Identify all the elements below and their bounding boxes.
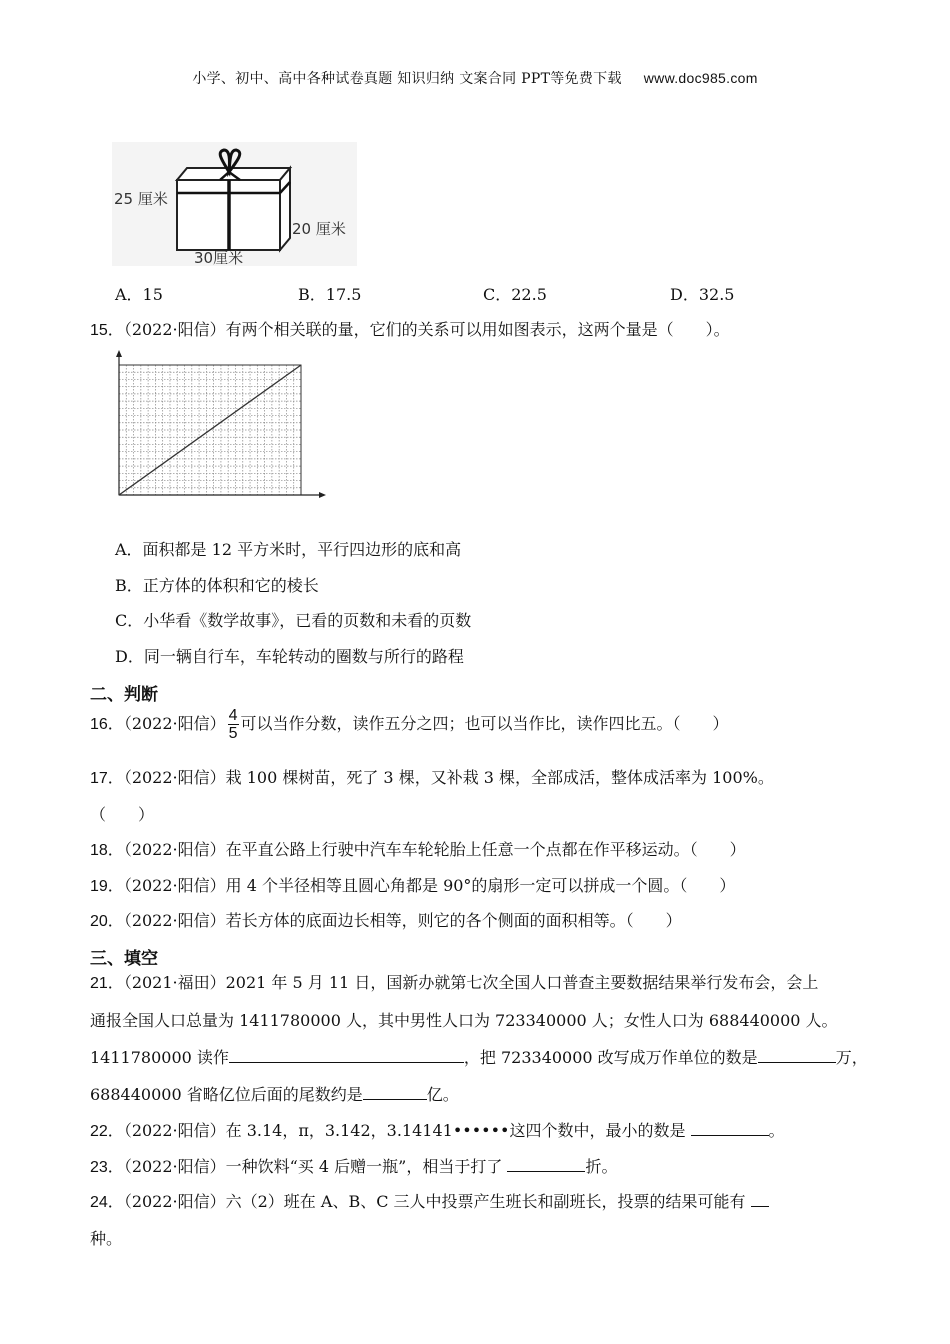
q18-text: 在平直公路上行驶中汽车车轮轮胎上任意一个点都在作平移运动。（ ） [225, 840, 746, 859]
section-judge-heading: 二、判断 [90, 685, 158, 705]
q17-source: （2022·阳信） [123, 768, 226, 787]
question-17 [90, 765, 774, 788]
box-side-face [280, 168, 290, 250]
section-fill-heading: 三、填空 [90, 949, 158, 969]
q14-option-b[interactable]: B．17.5 [298, 285, 362, 304]
q21-line4a: 688440000 省略亿位后面的尾数约是 [90, 1085, 363, 1104]
q22-source: （2022·阳信） [123, 1121, 226, 1140]
q19-text: 用 4 个半径相等且圆心角都是 90°的扇形一定可以拼成一个圆。（ ） [225, 876, 736, 895]
q15-option-b[interactable]: B．正方体的体积和它的棱长 [115, 576, 319, 595]
label-height: 25 厘米 [114, 190, 168, 208]
q24-blank[interactable] [751, 1192, 769, 1207]
q23-blank[interactable] [507, 1157, 585, 1172]
q21-blank-wan[interactable] [758, 1048, 836, 1063]
q15-source: （2022·阳信） [123, 320, 226, 339]
q15-text: 有两个相关联的量，它们的关系可以用如图表示，这两个量是（ ）。 [225, 320, 730, 339]
q21-source: （2021·福田） [123, 973, 226, 992]
proportion-graph [112, 348, 330, 500]
q21-number: 21． [90, 975, 124, 992]
label-width: 30厘米 [194, 249, 244, 266]
q21-line3a: 1411780000 读作 [90, 1048, 229, 1067]
q24-line2: 种。 [90, 1229, 123, 1248]
q18-source: （2022·阳信） [123, 840, 226, 859]
question-21-line-3 [90, 1045, 868, 1068]
y-axis-arrow [116, 350, 122, 357]
q24-text: 六（2）班在 A、B、C 三人中投票产生班长和副班长，投票的结果可能有 [225, 1192, 751, 1211]
q22-blank[interactable] [691, 1121, 769, 1136]
q14-option-d[interactable]: D．32.5 [670, 285, 735, 304]
question-21-line-4 [90, 1082, 459, 1105]
q21-line3c: 万， [835, 1048, 868, 1067]
q21-blank-reading[interactable] [229, 1048, 464, 1063]
q23-number: 23． [90, 1159, 124, 1176]
q21-line4b: 亿。 [426, 1085, 459, 1104]
x-axis-arrow [319, 492, 326, 498]
question-16 [90, 704, 729, 745]
q17-number: 17． [90, 770, 124, 787]
question-18 [90, 837, 746, 860]
question-24 [90, 1189, 769, 1212]
q23-end: 折。 [585, 1157, 618, 1176]
q14-option-a[interactable]: A．15 [115, 285, 163, 304]
label-depth: 20 厘米 [292, 220, 346, 238]
q20-number: 20． [90, 913, 124, 930]
q21-blank-yi[interactable] [363, 1085, 427, 1100]
q18-number: 18． [90, 842, 124, 859]
q16-fraction-denominator: 5 [228, 725, 238, 742]
q17-text: 栽 100 棵树苗，死了 3 棵，又补栽 3 棵，全部成活，整体成活率为 100%。 [225, 768, 774, 787]
page-header [0, 68, 950, 88]
q22-text: 在 3.14，π，3.142，3.14141••••••这四个数中，最小的数是 [225, 1121, 691, 1140]
q21-line1: 2021 年 5 月 11 日，国新办就第七次全国人口普查主要数据结果举行发布会，会上 [225, 973, 819, 992]
q21-line2: 通报全国人口总量为 1411780000 人，其中男性人口为 723340000 人；女性人口为 688440000 人。 [90, 1011, 838, 1030]
q16-source: （2022·阳信） [123, 714, 226, 733]
q17-answer-paren[interactable]: （ ） [90, 805, 155, 824]
q19-source: （2022·阳信） [123, 876, 226, 895]
q19-number: 19． [90, 878, 124, 895]
q14-option-c[interactable]: C．22.5 [483, 285, 547, 304]
q15-option-c[interactable]: C．小华看《数学故事》，已看的页数和未看的页数 [115, 611, 472, 630]
header-title: 小学、初中、高中各种试卷真题 知识归纳 文案合同 PPT等免费下载 [192, 71, 622, 87]
q23-source: （2022·阳信） [123, 1157, 226, 1176]
q15-option-d[interactable]: D．同一辆自行车，车轮转动的圈数与所行的路程 [115, 647, 464, 666]
q24-number: 24． [90, 1194, 124, 1211]
q16-number: 16． [90, 716, 124, 733]
q16-fraction [228, 707, 239, 742]
question-22 [90, 1118, 785, 1141]
q16-fraction-numerator: 4 [228, 707, 238, 724]
q15-option-a[interactable]: A．面积都是 12 平方米时，平行四边形的底和高 [115, 540, 462, 559]
q22-end: 。 [768, 1121, 785, 1140]
q23-text: 一种饮料“买 4 后赠一瓶”，相当于打了 [225, 1157, 508, 1176]
question-20 [90, 908, 682, 931]
q22-number: 22． [90, 1123, 124, 1140]
question-23 [90, 1154, 617, 1177]
q15-number: 15． [90, 322, 124, 339]
q20-source: （2022·阳信） [123, 911, 226, 930]
question-19 [90, 873, 735, 896]
q20-text: 若长方体的底面边长相等，则它的各个侧面的面积相等。（ ） [225, 911, 682, 930]
gift-box-figure [112, 142, 357, 266]
q21-line3b: ，把 723340000 改写成万作单位的数是 [463, 1048, 758, 1067]
question-21-line-1 [90, 970, 818, 993]
q16-text: 可以当作分数，读作五分之四；也可以当作比，读作四比五。（ ） [240, 714, 729, 733]
question-15 [90, 317, 730, 340]
q24-source: （2022·阳信） [123, 1192, 226, 1211]
header-url[interactable]: www.doc985.com [643, 70, 758, 86]
